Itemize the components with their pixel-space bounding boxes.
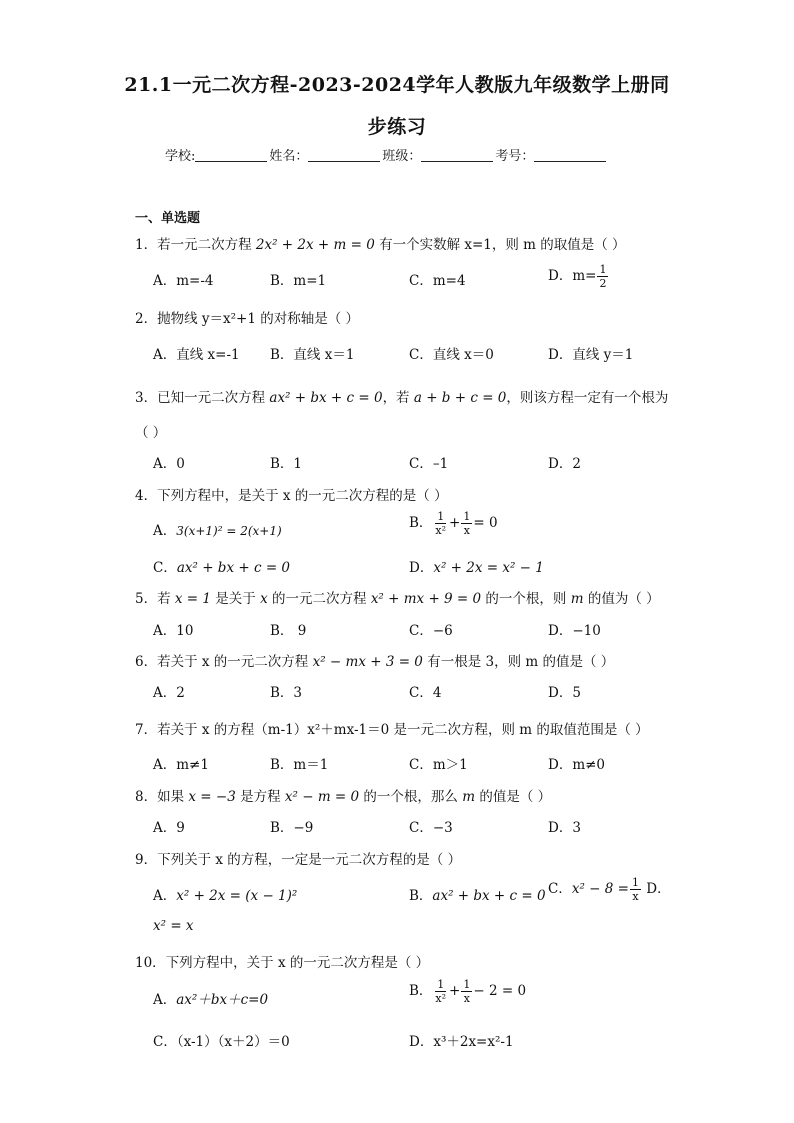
option-c[interactable]: C．−3 [409,820,453,836]
option-b[interactable]: B．1 [270,456,303,472]
option-a[interactable]: A．0 [153,456,185,472]
question-text: 的一元二次方程 [267,591,371,607]
exam-no-field[interactable] [534,147,606,162]
option-a[interactable]: A．m=-4 [153,273,214,289]
page-title-line1: 21.1一元二次方程-2023-2024学年人教版九年级数学上册同 [124,74,670,96]
option-label: D． [409,1034,434,1050]
equation: x² + 2x = (x − 1)² [176,888,298,904]
question-text: 下列方程中，是关于 x 的一元二次方程的是（ ） [157,488,448,504]
question-5 [135,587,660,607]
variable: m [570,591,584,607]
school-field[interactable] [195,147,267,162]
option-b[interactable] [409,978,526,1005]
option-d[interactable]: D．m≠0 [548,757,606,773]
option-a[interactable] [153,988,268,1008]
equation: = 0 [473,515,498,531]
option-c[interactable]: C．4 [409,685,442,701]
section-title: 一、单选题 [135,211,201,226]
question-text: 的一个根，那么 [359,789,463,805]
condition: a + b + c = 0 [413,390,507,406]
variable: m [462,789,476,805]
question-text: 如果 [157,789,189,805]
class-field[interactable] [421,147,493,162]
question-number: 4． [135,488,158,504]
equation: x² + mx + 9 = 0 [370,591,482,607]
option-c[interactable]: C．−6 [409,623,453,639]
equation: x² = x [153,918,194,934]
option-label: B． [409,888,433,904]
option-label: C． [548,881,572,897]
option-d[interactable] [409,556,544,576]
question-2 [135,307,359,327]
option-c[interactable] [548,876,671,903]
question-text: 已知一元二次方程 [157,390,270,406]
option-label: A． [153,992,177,1008]
equation: ax² + bx + c = 0 [432,888,546,904]
question-text: 下列关于 x 的方程，一定是一元二次方程的是（ ） [157,852,462,868]
question-number: 6． [135,654,158,670]
option-d[interactable]: D．5 [548,685,581,701]
question-4 [135,484,448,504]
equation: ax² + bx + c = 0 [269,390,383,406]
equation: 3(x+1)² = 2(x+1) [176,524,282,538]
question-number: 9． [135,852,158,868]
question-number: 2． [135,311,158,327]
equation: x² + 2x = x² − 1 [433,560,544,576]
option-label: B． [409,983,433,999]
option-label: D．m= [548,268,597,284]
page-title-line2: 步练习 [367,116,427,138]
option-b[interactable]: B．m=1 [270,273,327,289]
option-a[interactable]: A．直线 x=-1 [153,347,240,363]
option-label: C． [153,560,177,576]
question-text: 抛物线 y＝x²+1 的对称轴是（ ） [157,311,360,327]
equation: − 2 = 0 [473,983,527,999]
question-10 [135,951,429,971]
question-number: 5． [135,591,158,607]
question-8 [135,785,551,805]
option-b[interactable]: B．3 [270,685,303,701]
equation: x = 1 [174,591,211,607]
option-b[interactable] [409,884,546,904]
question-text: 的值是（ ） [475,789,552,805]
option-label: A． [153,523,177,539]
question-text: 有一根是 3，则 m 的值是（ ） [422,654,615,670]
question-text: 的一个根，则 [481,591,571,607]
question-9 [135,848,461,868]
option-b[interactable]: B． 9 [270,623,307,639]
question-6 [135,650,614,670]
name-field[interactable] [308,147,380,162]
fraction: $\frac{1}{\text{x²}}$ [435,978,447,1005]
option-label: B． [409,515,433,531]
option-a[interactable]: A．m≠1 [153,757,209,773]
school-label: 学校: [165,149,196,164]
option-c[interactable]: C．m＞1 [409,757,468,773]
option-a[interactable] [153,519,282,539]
option-b[interactable] [409,510,498,537]
fraction: $\frac{1}{2}$ [599,263,607,290]
question-text: 是关于 [211,591,261,607]
option-c[interactable]: C．–1 [409,456,449,472]
fraction: $\frac{1}{x}$ [463,978,471,1005]
question-text: 是方程 [235,789,285,805]
fraction: $\frac{1}{\text{x²}}$ [435,510,447,537]
variable: x [260,591,268,607]
question-3 [135,386,668,406]
fraction: $\frac{1}{x}$ [463,510,471,537]
question-1 [135,233,626,253]
question-number: 1． [135,237,158,253]
option-d[interactable]: D．−10 [548,623,601,639]
option-b[interactable]: B．直线 x＝1 [270,347,355,363]
question-text: ，若 [382,390,414,406]
question-text: 若关于 x 的一元二次方程 [157,654,313,670]
option-d[interactable] [153,918,194,934]
question-text: 下列方程中，关于 x 的一元二次方程是（ ） [165,955,430,971]
operator: + [449,983,461,999]
student-info-row [165,145,608,164]
equation: x² − mx + 3 = 0 [312,654,423,670]
question-text: ，则该方程一定有一个根为 [506,390,669,406]
question-number: 7． [135,722,158,738]
equation: x = −3 [188,789,236,805]
question-text: 有一个实数解 x=1，则 m 的取值是（ ） [374,237,626,253]
option-label: C． [153,1034,177,1050]
equation: x² − m = 0 [284,789,360,805]
equation: 2x² + 2x + m = 0 [255,237,375,253]
option-d[interactable] [548,263,609,290]
name-label: 姓名： [269,149,309,164]
option-label: A． [153,888,177,904]
question-number: 3． [135,390,158,406]
option-a[interactable] [153,884,297,904]
question-number: 10． [135,955,166,971]
option-a[interactable]: A．10 [153,623,194,639]
question-7 [135,718,649,738]
question-text: 的值为（ ） [583,591,660,607]
question-number: 8． [135,789,158,805]
option-d-label[interactable]: D． [646,881,671,897]
equation: ax²＋bx＋c=0 [176,992,269,1008]
option-b[interactable]: B．−9 [270,820,314,836]
option-c[interactable]: C．直线 x＝0 [409,347,494,363]
question-text: 若 [157,591,175,607]
fraction: $\frac{1}{x}$ [631,876,639,903]
question-3-cont: （ ） [135,425,167,441]
operator: + [449,515,461,531]
option-c[interactable]: C．m=4 [409,273,466,289]
class-label: 班级： [382,149,422,164]
equation: ax² + bx + c = 0 [176,560,291,576]
option-d[interactable]: D．2 [548,456,581,472]
exam-no-label: 考号： [495,149,535,164]
option-b[interactable]: B．m＝1 [270,757,329,773]
option-d[interactable] [409,1030,514,1050]
question-text: 若关于 x 的方程（m-1）x²＋mx-1＝0 是一元二次方程，则 m 的取值范围是（ ） [157,722,649,738]
option-a[interactable]: A．2 [153,685,185,701]
option-d[interactable]: D．3 [548,820,581,836]
equation: （x-1）（x＋2）＝0 [176,1034,290,1050]
option-label: D． [409,560,434,576]
question-text: 若一元二次方程 [157,237,256,253]
equation: x² − 8 = [571,881,629,897]
option-d[interactable]: D．直线 y＝1 [548,347,634,363]
option-c[interactable] [153,556,290,576]
option-c[interactable] [153,1030,290,1050]
option-a[interactable]: A．9 [153,820,185,836]
equation: x³＋2x=x²-1 [433,1034,514,1050]
